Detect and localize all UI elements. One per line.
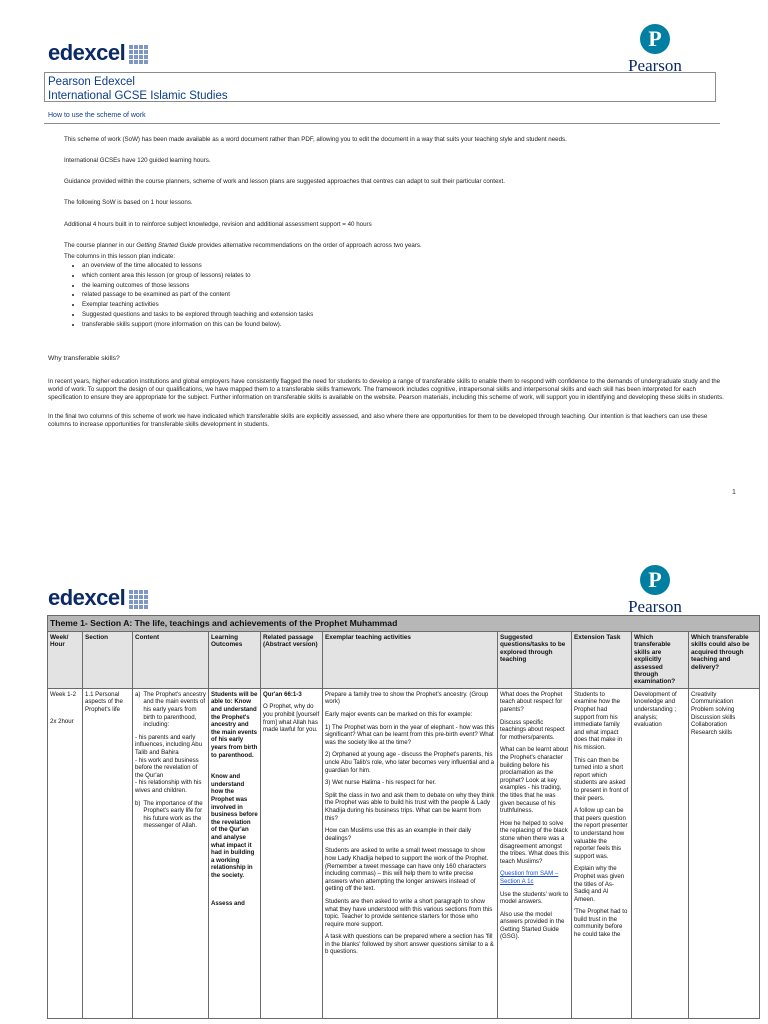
transferable-skills-paragraph-1: In recent years, higher education institutions and global employers have consistently flagged the need for students to develop a range of transferable skills to enable them to respond with confidence to the demands of undergraduate study and the world of work. To support the design of our qualifications, we have mapped them to a transferable skills framework. The framework includes cognitive, intrapersonal skills and interpersonal skills and each skill has been interpreted for each specification to ensure they are appropriate for the subject. Further information on transferable skills is available on the website. Pearson materials, including this scheme of work, will support you in identifying and developing these skills in students. [48, 378, 724, 401]
week-value: Week 1-2 [50, 690, 76, 698]
activity-text: Prepare a family tree to show the Prophet's ancestry. (Group work) [325, 690, 489, 706]
skill-item: Discussion skills [691, 713, 736, 721]
edexcel-logo-text: edexcel [48, 585, 126, 610]
title-line-1: Pearson Edexcel [48, 76, 135, 88]
edexcel-logo [48, 40, 148, 66]
getting-started-guide-title: Getting Started Guide [136, 242, 197, 249]
cell-questions [498, 688, 572, 1018]
col-header-passage: Related passage (Abstract version) [261, 632, 323, 689]
content-a-label: a) [135, 690, 141, 698]
list-item: • Suggested questions and tasks to be explored through teaching and extension tasks [82, 310, 722, 320]
outcome-1: Students will be able to: Know and understand the Prophet's ancestry and the main events of his early years from birth to parenthood. [211, 690, 258, 759]
activity-text: Students are then asked to write a short paragraph to show what they have understood with this various sections from this topic. Teacher to provide sentence starters for those who require more support. [325, 897, 493, 928]
extension-text: Students to examine how the Prophet had support from his immediate family and what impact does that make in his mission. [574, 690, 623, 751]
title-line-2: International GCSE Islamic Studies [48, 90, 228, 102]
extension-text: 'The Prophet had to build trust in the community before he could take the [574, 908, 628, 939]
extension-text: Explain why the Prophet was given the titles of As- Sadiq and Al Ameen. [574, 865, 625, 903]
pearson-p-icon: P [640, 24, 670, 54]
pearson-p-icon: P [640, 565, 670, 595]
col-header-questions: Suggested questions/tasks to be explored through teaching [498, 632, 572, 689]
edexcel-dots-icon [129, 45, 148, 64]
activity-text: 3) Wet nurse Halima - his respect for her. [325, 779, 436, 787]
extension-text: A follow up can be that peers question the report presenter to understand how valuable the reporter feels this support was. [574, 807, 628, 860]
activity-text: Early major events can be marked on this for example: [325, 711, 473, 719]
scheme-of-work-table [47, 615, 760, 1019]
cell-outcomes [209, 688, 261, 1018]
cell-week [48, 688, 83, 1018]
pearson-logo [612, 24, 698, 76]
list-item: - his parents and early influences, including Abu Talib and Bahira [135, 733, 203, 756]
intro-paragraph-4: The following SoW is based on 1 hour lessons. [64, 199, 193, 206]
passage-text: O Prophet, why do you prohibit [yourself from] what Allah has made lawful for you. [263, 703, 320, 734]
activity-text: 2) Orphaned at young age - discuss the Prophet's parents, his uncle Abu Talib's role, who later becomes very influential and a guardian for him. [325, 751, 495, 774]
question-text: Use the students' work to model answers. [500, 890, 569, 906]
activity-text: 1) The Prophet was born in the year of elephant - how was this significant? What can be learnt from this pre-birth event? What was the society like at the time? [325, 723, 495, 746]
question-text: Discuss specific teachings about respect for mothers/parents. [500, 718, 565, 741]
col-header-developed: Which transferable skills could also be acquired through teaching and delivery? [689, 632, 760, 689]
pearson-logo-text: Pearson [628, 597, 682, 616]
sam-question-link[interactable]: Question from SAM – Section A 1c [500, 870, 559, 885]
list-item: • transferable skills support (more information on this can be found below). [82, 320, 722, 330]
cell-passage [261, 688, 323, 1018]
list-item: - his work and business before the revelation of the Qur'an [135, 756, 199, 779]
page-2 [0, 535, 768, 1024]
why-transferable-skills-heading: Why transferable skills? [48, 355, 120, 362]
cell-activities [323, 688, 498, 1018]
list-item: • which content area this lesson (or group of lessons) relates to [82, 271, 722, 281]
content-a-text: The Prophet's ancestry and the main events of his early years from birth to parenthood, including: [143, 690, 206, 729]
columns-bullet-list [70, 261, 722, 330]
cell-content [133, 688, 209, 1018]
edexcel-logo [48, 585, 148, 611]
outcome-3: Assess and [211, 899, 245, 907]
activity-text: How can Muslims use this as an example in their daily dealings? [325, 827, 471, 842]
skill-item: Communication [691, 698, 734, 706]
content-b-label: b) [135, 799, 141, 807]
planner-text-post: provides alternative recommendations on the order of approach across two years. [196, 242, 422, 249]
col-header-content: Content [133, 632, 209, 689]
table-row [48, 688, 760, 1018]
content-b-text: The importance of the Prophet's early life for his future work as the messenger of Allah. [143, 799, 203, 830]
list-item: • an overview of the time allocated to lessons [82, 261, 722, 271]
col-header-extension: Extension Task [572, 632, 632, 689]
skill-item: Problem solving [691, 706, 735, 714]
planner-text-pre: The course planner in our [64, 242, 137, 249]
theme-title: Theme 1- Section A: The life, teachings and achievements of the Prophet Muhammad [48, 616, 760, 632]
intro-paragraph-5: Additional 4 hours built in to reinforce subject knowledge, revision and additional assessment support = 40 hours [64, 221, 372, 228]
intro-paragraph-3: Guidance provided within the course planners, scheme of work and lesson plans are suggested approaches that centres can adapt to suit their particular context. [64, 178, 505, 185]
question-text: What does the Prophet teach about respect for parents? [500, 690, 563, 714]
edexcel-logo-text: edexcel [48, 40, 126, 65]
page-number: 1 [732, 489, 736, 496]
cell-developed-skills [689, 688, 760, 1018]
skill-item: Collaboration [691, 721, 727, 729]
extension-text: This can then be turned into a short report which students are asked to present in front of their peers. [574, 756, 629, 802]
list-item: • related passage to be examined as part of the content [82, 290, 722, 300]
skill-item: Creativity [691, 690, 717, 698]
outcome-2: Know and understand how the Prophet was involved in business before the revelation of the Qur'an and analyse what impact it had in building a working relationship in the society. [211, 773, 258, 879]
col-header-outcomes: Learning Outcomes [209, 632, 261, 689]
edexcel-dots-icon [129, 590, 148, 609]
question-text: How he helped to solve the replacing of the black stone when there was a disagreement amongst the tribes. What does this teach Muslims? [500, 819, 569, 865]
col-header-assessed: Which transferable skills are explicitly assessed through examination? [632, 632, 689, 689]
activity-text: Split the class in two and ask them to debate on why they think the Prophet was able to build his trust with the people & Lady Khadija during his business trips. What can be learnt from this? [325, 791, 495, 822]
list-item: • the learning outcomes of those lessons [82, 281, 722, 291]
passage-reference: Qur'an 66:1-3 [263, 690, 302, 698]
col-header-activities: Exemplar teaching activities [323, 632, 498, 689]
heading-divider [44, 123, 720, 124]
cell-extension [572, 688, 632, 1018]
columns-intro: The columns in this lesson plan indicate: [64, 253, 176, 260]
activity-text: Students are asked to write a small tweet message to show how Lady Khadija helped to support the work of the Prophet. (Remember a tweet message can have only 160 characters including commas) – this will help them to write precise answers when attempting the longer answers instead of getting off the text. [325, 847, 489, 893]
list-item: • Exemplar teaching activities [82, 300, 722, 310]
intro-paragraph-2: International GCSEs have 120 guided learning hours. [64, 157, 211, 164]
list-item: - his relationship with his wives and children. [135, 779, 202, 794]
question-text: Also use the model answers provided in the Getting Started Guide (GSG). [500, 910, 565, 941]
pearson-logo [612, 565, 698, 617]
how-to-use-heading: How to use the scheme of work [48, 112, 146, 119]
col-header-section: Section [83, 632, 133, 689]
activity-text: A task with questions can be prepared where a section has 'fill in the blanks' followed by short answer questions similar to a & b questions. [325, 933, 494, 956]
skill-item: Research skills [691, 728, 732, 736]
pearson-logo-text: Pearson [628, 56, 682, 75]
qualification-title-box [44, 72, 716, 102]
hours-value: 2x 2hour [50, 718, 74, 726]
cell-section: 1.1 Personal aspects of the Prophet's life [83, 688, 133, 1018]
intro-paragraph-1: This scheme of work (SoW) has been made available as a word document rather than PDF, allowing you to edit the document in a way that suits your teaching style and student needs. [64, 136, 567, 143]
question-text: What can be learnt about the Prophet's character building before his proclamation as the prophet? Look at key examples - his trading, the titles that he was given because of his truthfulness. [500, 746, 569, 815]
course-planner-paragraph [64, 242, 724, 250]
cell-assessed-skills: Development of knowledge and understanding ; analysis; evaluation [632, 688, 689, 1018]
transferable-skills-paragraph-2: In the final two columns of this scheme of work we have indicated which transferable skills are explicitly assessed, and also where there are opportunities for them to be developed through teaching. Our intention is that leachers can use these columns to increase opportunities for transferable skills development in students. [48, 413, 708, 428]
col-header-week: Week/ Hour [48, 632, 83, 689]
